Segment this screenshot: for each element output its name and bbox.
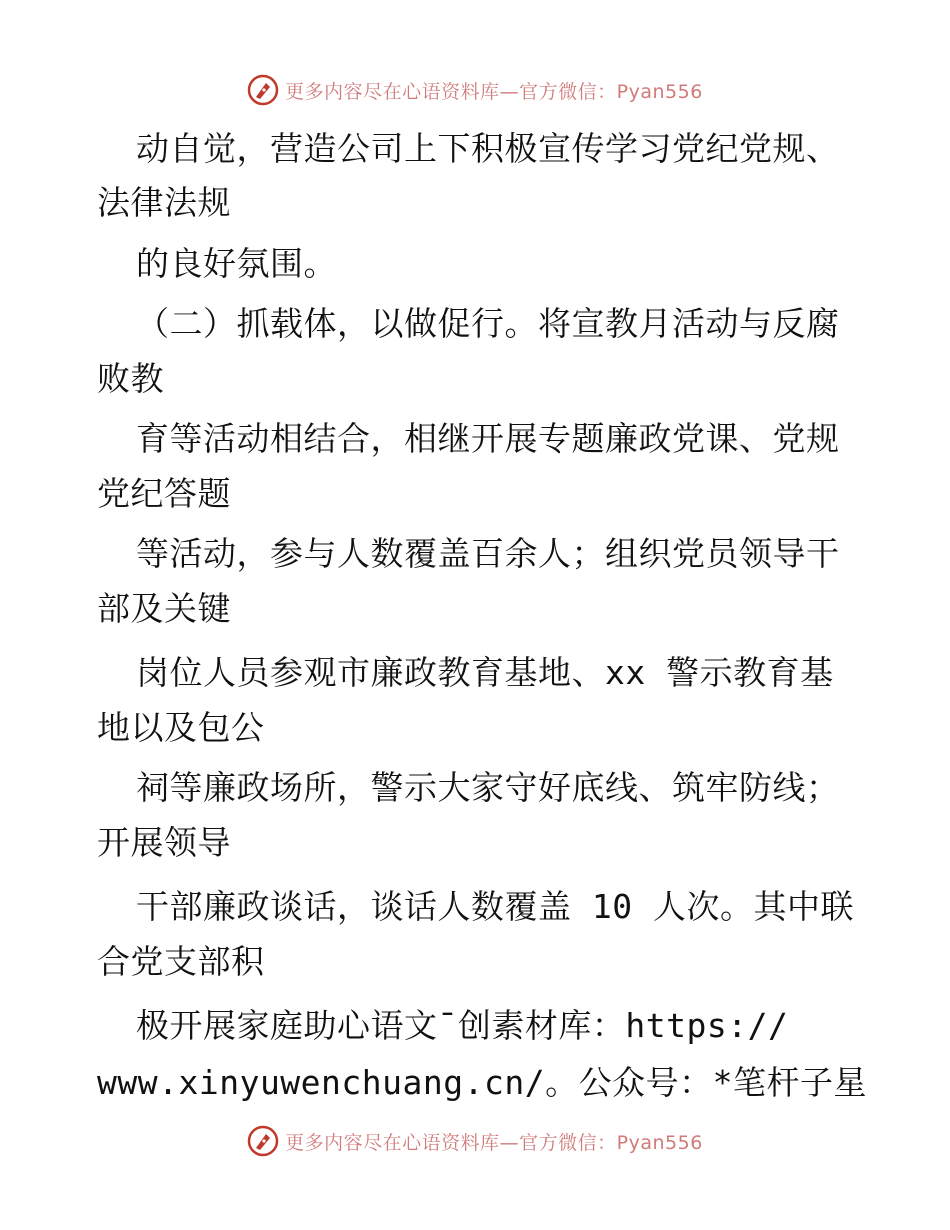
paragraph-line: 动自觉，营造公司上下积极宣传学习党纪党规、 [136,129,840,168]
paragraph-line: 的良好氛围。 [136,244,337,283]
paragraph-line: 岗位人员参观市廉政教育基地、xx 警示教育基 [136,653,834,692]
footer-watermark-text: 更多内容尽在心语资料库—官方微信：Pyan556 [285,1131,703,1154]
paragraph-line: 干部廉政谈话，谈话人数覆盖 10 人次。其中联 [136,887,854,926]
paragraph-line: 等活动，参与人数覆盖百余人；组织党员领导干 [136,534,840,573]
paragraph-line: 败教 [97,359,164,398]
paragraph-line: 合党支部积 [97,942,265,981]
paragraph-line: 祠等廉政场所，警示大家守好底线、筑牢防线； [136,768,840,807]
paragraph-line: （二）抓载体，以做促行。将宣教月活动与反腐 [136,304,840,343]
paragraph-line: www.xinyuwenchuang.cn/。公众号：*笔杆子星 [97,1063,867,1102]
pen-nib-logo-icon [247,74,279,106]
paragraph-line: 党纪答题 [97,474,231,513]
header-watermark [0,70,950,110]
paragraph-line: 育等活动相结合，相继开展专题廉政党课、党规 [136,419,840,458]
header-watermark-text: 更多内容尽在心语资料库—官方微信：Pyan556 [285,80,703,103]
paragraph-line: 开展领导 [97,823,231,862]
paragraph-line: 法律法规 [97,183,231,222]
paragraph-line: 极开展家庭助心语文¯创素材库：https:// [136,1006,789,1045]
pen-nib-logo-icon [247,1125,279,1157]
footer-watermark [0,1121,950,1161]
paragraph-line: 部及关键 [97,589,231,628]
paragraph-line: 地以及包公 [97,708,265,747]
